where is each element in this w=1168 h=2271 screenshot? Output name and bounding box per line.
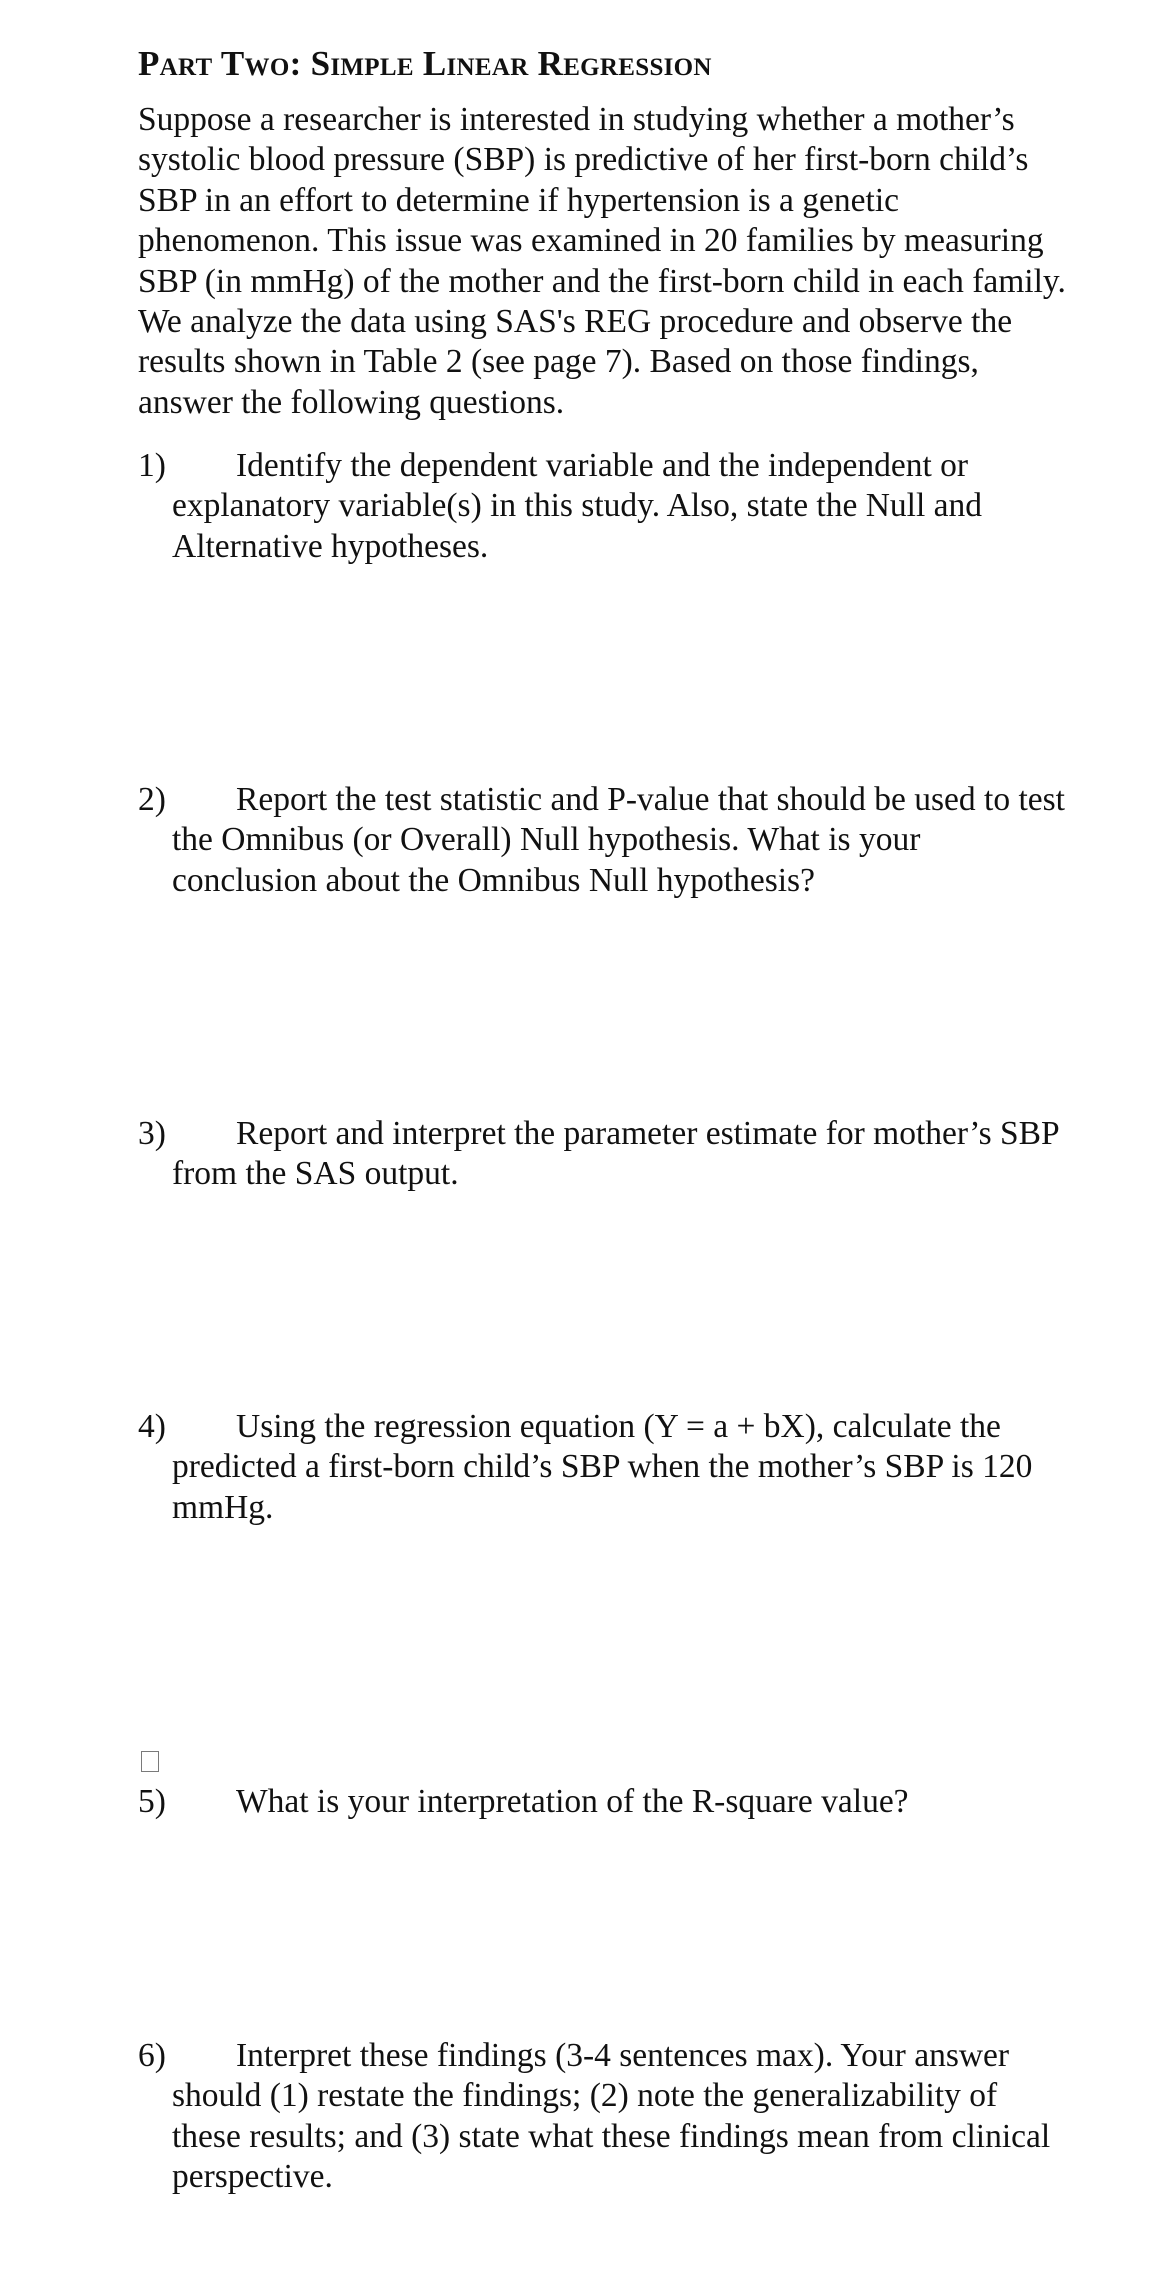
question-number: 5) — [138, 1783, 166, 1820]
question-4 — [138, 1407, 1068, 1528]
section-title: Part Two: Simple Linear Regression — [138, 44, 712, 83]
question-5 — [138, 1782, 1068, 1822]
question-6 — [138, 2036, 1068, 2198]
question-text: Using the regression equation (Y = a + bX), calculate the predicted a first-born child’s SBP when the mother’s SBP is 120 mmHg. — [172, 1408, 1033, 1526]
question-1 — [138, 446, 1068, 567]
question-text: Interpret these findings (3-4 sentences max). Your answer should (1) restate the findings; (2) note the generalizability of these results; and (3) state what these findings mean from clinical perspective. — [172, 2037, 1051, 2196]
question-number: 1) — [138, 447, 166, 484]
question-number: 6) — [138, 2037, 166, 2074]
intro-paragraph: Suppose a researcher is interested in studying whether a mother’s systolic blood pressure (SBP) is predictive of her first-born child’s SBP in an effort to determine if hypertension is a genetic phenomenon. This issue was examined in 20 families by measuring SBP (in mmHg) of the mother and the first-born child in each family. We analyze the data using SAS's REG procedure and observe the results shown in Table 2 (see page 7). Based on those findings, answer the following questions. — [138, 101, 1066, 421]
question-number: 4) — [138, 1408, 166, 1445]
checkbox[interactable] — [141, 1751, 159, 1772]
question-2 — [138, 780, 1068, 901]
question-text: What is your interpretation of the R-square value? — [236, 1783, 909, 1820]
question-text: Identify the dependent variable and the independent or explanatory variable(s) in this study. Also, state the Null and Alternative hypotheses. — [172, 447, 983, 565]
question-text: Report and interpret the parameter estimate for mother’s SBP from the SAS output. — [172, 1115, 1059, 1193]
question-text: Report the test statistic and P-value that should be used to test the Omnibus (or Overall) Null hypothesis. What is your conclusion about the Omnibus Null hypothesis? — [172, 781, 1065, 899]
question-number: 2) — [138, 781, 166, 818]
question-number: 3) — [138, 1115, 166, 1152]
question-3 — [138, 1114, 1068, 1195]
